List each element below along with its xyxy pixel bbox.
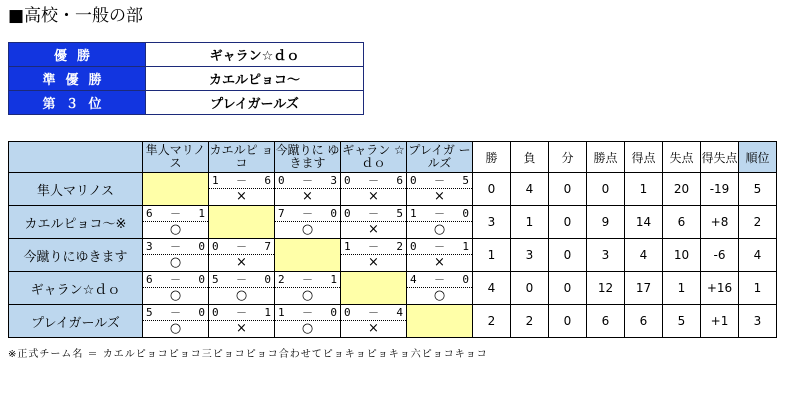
score-sep: － bbox=[236, 174, 247, 187]
section-title: ■高校・一般の部 bbox=[8, 6, 144, 26]
score-sep: － bbox=[302, 306, 313, 319]
result-mark: ○ bbox=[301, 288, 314, 303]
score-right: 3 bbox=[330, 174, 337, 187]
stat-cell: 0 bbox=[549, 239, 587, 272]
score-right: 0 bbox=[198, 306, 205, 319]
score-right: 1 bbox=[462, 240, 469, 253]
stat-header: 勝点 bbox=[587, 142, 625, 173]
stat-header: 得失点 bbox=[701, 142, 739, 173]
awards-table bbox=[8, 42, 364, 115]
match-cell bbox=[275, 305, 341, 338]
match-score bbox=[143, 239, 208, 255]
stat-cell: 3 bbox=[587, 239, 625, 272]
table-row bbox=[9, 206, 777, 239]
award-team: ギャラン☆ｄｏ bbox=[146, 43, 364, 67]
match-score bbox=[275, 305, 340, 321]
stat-cell: +8 bbox=[701, 206, 739, 239]
result-mark: × bbox=[236, 321, 247, 336]
match-cell bbox=[407, 239, 473, 272]
score-right: 0 bbox=[462, 207, 469, 220]
team-header: 隼人マリノス bbox=[143, 142, 209, 173]
stat-cell: 0 bbox=[511, 272, 549, 305]
result-mark: ○ bbox=[169, 255, 182, 270]
score-sep: － bbox=[368, 240, 379, 253]
score-sep: － bbox=[368, 174, 379, 187]
stat-cell: 10 bbox=[663, 239, 701, 272]
score-right: 4 bbox=[396, 306, 403, 319]
stat-cell: 2 bbox=[739, 206, 777, 239]
match-score bbox=[275, 206, 340, 222]
score-sep: － bbox=[302, 273, 313, 286]
result-mark: ○ bbox=[433, 222, 446, 237]
score-sep: － bbox=[170, 240, 181, 253]
score-left: 2 bbox=[278, 273, 285, 286]
stat-cell: 6 bbox=[587, 305, 625, 338]
table-row bbox=[9, 173, 777, 206]
score-left: 5 bbox=[146, 306, 153, 319]
match-cell bbox=[209, 272, 275, 305]
result-mark: × bbox=[434, 255, 445, 270]
team-name: 隼人マリノス bbox=[9, 173, 143, 206]
score-right: 5 bbox=[462, 174, 469, 187]
team-name: カエルピョコ〜※ bbox=[9, 206, 143, 239]
stat-cell: 1 bbox=[473, 239, 511, 272]
match-score bbox=[209, 272, 274, 288]
result-mark: × bbox=[368, 255, 379, 270]
score-sep: － bbox=[434, 240, 445, 253]
score-sep: － bbox=[368, 306, 379, 319]
score-left: 1 bbox=[344, 240, 351, 253]
stat-cell: -6 bbox=[701, 239, 739, 272]
result-mark: × bbox=[434, 189, 445, 204]
table-row bbox=[9, 239, 777, 272]
result-mark: ○ bbox=[169, 222, 182, 237]
stat-cell: 1 bbox=[625, 173, 663, 206]
stat-header: 失点 bbox=[663, 142, 701, 173]
score-sep: － bbox=[368, 207, 379, 220]
stat-cell: 0 bbox=[549, 173, 587, 206]
score-left: 0 bbox=[410, 174, 417, 187]
table-row bbox=[9, 305, 777, 338]
team-name: プレイガールズ bbox=[9, 305, 143, 338]
award-row bbox=[9, 43, 364, 67]
match-cell bbox=[275, 173, 341, 206]
score-left: 0 bbox=[212, 306, 219, 319]
score-left: 1 bbox=[278, 306, 285, 319]
result-mark: ○ bbox=[433, 288, 446, 303]
match-score bbox=[341, 173, 406, 189]
match-score bbox=[407, 173, 472, 189]
match-cell bbox=[209, 173, 275, 206]
match-cell bbox=[143, 206, 209, 239]
score-left: 3 bbox=[146, 240, 153, 253]
stat-cell: 20 bbox=[663, 173, 701, 206]
result-mark: × bbox=[368, 222, 379, 237]
stat-cell: 4 bbox=[739, 239, 777, 272]
stat-cell: 3 bbox=[511, 239, 549, 272]
result-mark: × bbox=[368, 189, 379, 204]
stat-cell: 2 bbox=[511, 305, 549, 338]
score-left: 4 bbox=[410, 273, 417, 286]
self-match-cell bbox=[341, 272, 407, 305]
footnote: ※正式チーム名 ＝ カエルピョコピョコ三ピョコピョコ合わせてピョキョピョキョ六ピョコキョコ bbox=[8, 349, 488, 360]
match-score bbox=[341, 206, 406, 222]
stat-cell: 4 bbox=[625, 239, 663, 272]
match-score bbox=[209, 173, 274, 189]
team-name: ギャラン☆ｄｏ bbox=[9, 272, 143, 305]
score-right: 1 bbox=[264, 306, 271, 319]
score-left: 5 bbox=[212, 273, 219, 286]
match-score bbox=[407, 239, 472, 255]
stat-header: 負 bbox=[511, 142, 549, 173]
score-right: 2 bbox=[396, 240, 403, 253]
stat-cell: 14 bbox=[625, 206, 663, 239]
stat-cell: +1 bbox=[701, 305, 739, 338]
match-score bbox=[143, 305, 208, 321]
score-sep: － bbox=[170, 207, 181, 220]
match-score bbox=[143, 272, 208, 288]
match-cell bbox=[341, 206, 407, 239]
score-left: 0 bbox=[278, 174, 285, 187]
score-left: 0 bbox=[344, 207, 351, 220]
score-right: 0 bbox=[264, 273, 271, 286]
result-mark: × bbox=[236, 189, 247, 204]
match-score bbox=[209, 305, 274, 321]
results-table bbox=[8, 141, 777, 338]
match-cell bbox=[341, 173, 407, 206]
stat-cell: 1 bbox=[739, 272, 777, 305]
stat-cell: -19 bbox=[701, 173, 739, 206]
stat-header: 分 bbox=[549, 142, 587, 173]
score-left: 6 bbox=[146, 207, 153, 220]
score-right: 0 bbox=[198, 240, 205, 253]
table-row bbox=[9, 272, 777, 305]
match-score bbox=[209, 239, 274, 255]
score-left: 0 bbox=[410, 240, 417, 253]
match-cell bbox=[143, 239, 209, 272]
score-right: 5 bbox=[396, 207, 403, 220]
award-label: 優勝 bbox=[9, 43, 146, 67]
match-cell bbox=[275, 206, 341, 239]
match-cell bbox=[407, 173, 473, 206]
team-header: プレイガ ールズ bbox=[407, 142, 473, 173]
stat-header: 勝 bbox=[473, 142, 511, 173]
stat-cell: 4 bbox=[511, 173, 549, 206]
award-team: プレイガールズ bbox=[146, 91, 364, 115]
stat-cell: 0 bbox=[473, 173, 511, 206]
score-right: 0 bbox=[330, 306, 337, 319]
stat-cell: 6 bbox=[625, 305, 663, 338]
match-cell bbox=[209, 239, 275, 272]
award-label: 第３位 bbox=[9, 91, 146, 115]
stat-cell: 17 bbox=[625, 272, 663, 305]
stat-cell: 2 bbox=[473, 305, 511, 338]
stat-cell: 6 bbox=[663, 206, 701, 239]
match-cell bbox=[407, 206, 473, 239]
score-left: 0 bbox=[344, 174, 351, 187]
match-score bbox=[275, 272, 340, 288]
match-score bbox=[407, 272, 472, 288]
score-sep: － bbox=[434, 207, 445, 220]
result-mark: ○ bbox=[301, 222, 314, 237]
score-right: 6 bbox=[264, 174, 271, 187]
score-right: 7 bbox=[264, 240, 271, 253]
match-score bbox=[341, 239, 406, 255]
score-sep: － bbox=[434, 273, 445, 286]
stat-cell: 1 bbox=[663, 272, 701, 305]
match-cell bbox=[275, 272, 341, 305]
match-cell bbox=[341, 305, 407, 338]
score-sep: － bbox=[434, 174, 445, 187]
stat-cell: +16 bbox=[701, 272, 739, 305]
score-left: 0 bbox=[212, 240, 219, 253]
stat-cell: 9 bbox=[587, 206, 625, 239]
stat-cell: 0 bbox=[587, 173, 625, 206]
score-sep: － bbox=[236, 273, 247, 286]
award-row bbox=[9, 91, 364, 115]
match-cell bbox=[143, 272, 209, 305]
result-mark: × bbox=[368, 321, 379, 336]
match-score bbox=[143, 206, 208, 222]
score-sep: － bbox=[170, 273, 181, 286]
match-score bbox=[407, 206, 472, 222]
stat-cell: 4 bbox=[473, 272, 511, 305]
score-left: 1 bbox=[212, 174, 219, 187]
self-match-cell bbox=[143, 173, 209, 206]
result-mark: ○ bbox=[301, 321, 314, 336]
stat-cell: 0 bbox=[549, 206, 587, 239]
stat-cell: 3 bbox=[739, 305, 777, 338]
score-sep: － bbox=[236, 306, 247, 319]
result-mark: ○ bbox=[235, 288, 248, 303]
stat-header: 得点 bbox=[625, 142, 663, 173]
match-cell bbox=[143, 305, 209, 338]
team-header: カエルピ ョコ bbox=[209, 142, 275, 173]
stat-cell: 1 bbox=[511, 206, 549, 239]
score-left: 1 bbox=[410, 207, 417, 220]
score-sep: － bbox=[302, 174, 313, 187]
header-row bbox=[9, 142, 777, 173]
match-score bbox=[341, 305, 406, 321]
self-match-cell bbox=[407, 305, 473, 338]
team-header: 今蹴りに ゆきます bbox=[275, 142, 341, 173]
self-match-cell bbox=[209, 206, 275, 239]
stat-header: 順位 bbox=[739, 142, 777, 173]
match-cell bbox=[209, 305, 275, 338]
header-corner bbox=[9, 142, 143, 173]
stat-cell: 5 bbox=[739, 173, 777, 206]
score-right: 0 bbox=[330, 207, 337, 220]
stat-cell: 3 bbox=[473, 206, 511, 239]
result-mark: × bbox=[302, 189, 313, 204]
award-row bbox=[9, 67, 364, 91]
stat-cell: 0 bbox=[549, 305, 587, 338]
match-cell bbox=[407, 272, 473, 305]
stat-cell: 5 bbox=[663, 305, 701, 338]
match-cell bbox=[341, 239, 407, 272]
team-name: 今蹴りにゆきます bbox=[9, 239, 143, 272]
score-left: 0 bbox=[344, 306, 351, 319]
team-header: ギャラン ☆ｄｏ bbox=[341, 142, 407, 173]
award-team: カエルピョコ〜 bbox=[146, 67, 364, 91]
score-right: 1 bbox=[198, 207, 205, 220]
score-right: 0 bbox=[462, 273, 469, 286]
result-mark: ○ bbox=[169, 288, 182, 303]
score-sep: － bbox=[236, 240, 247, 253]
match-score bbox=[275, 173, 340, 189]
award-label: 準優勝 bbox=[9, 67, 146, 91]
score-left: 6 bbox=[146, 273, 153, 286]
score-left: 7 bbox=[278, 207, 285, 220]
score-sep: － bbox=[170, 306, 181, 319]
result-mark: ○ bbox=[169, 321, 182, 336]
score-right: 6 bbox=[396, 174, 403, 187]
stat-cell: 12 bbox=[587, 272, 625, 305]
score-right: 1 bbox=[330, 273, 337, 286]
score-right: 0 bbox=[198, 273, 205, 286]
self-match-cell bbox=[275, 239, 341, 272]
result-mark: × bbox=[236, 255, 247, 270]
score-sep: － bbox=[302, 207, 313, 220]
stat-cell: 0 bbox=[549, 272, 587, 305]
